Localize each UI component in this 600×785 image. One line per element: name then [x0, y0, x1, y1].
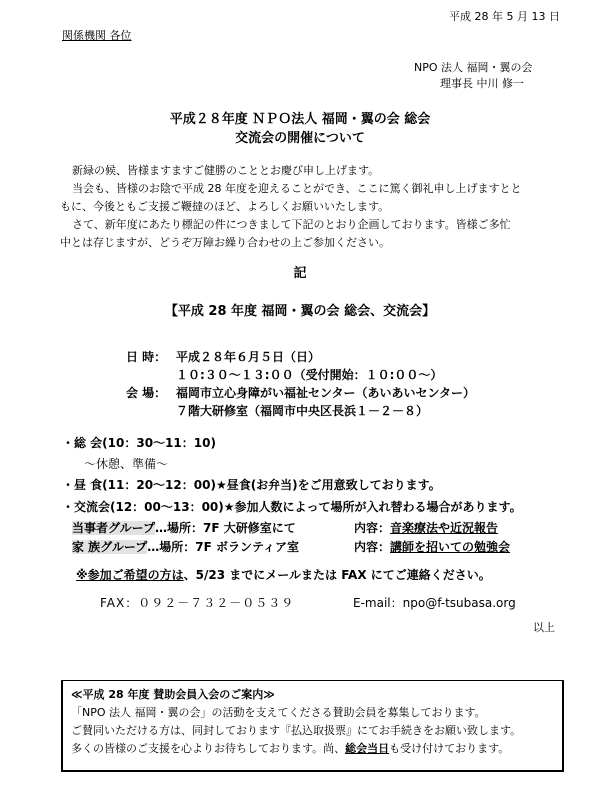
participation-notice — [76, 566, 491, 583]
fax-number: FAX：０９２－７３２－０５３９ — [100, 596, 295, 610]
support-box-line: 「NPO 法人 福岡・翼の会」の活動を支えてくださる賛助会員を募集しております。 — [71, 706, 486, 719]
support-member-box — [61, 680, 564, 772]
group-place: …場所：7F ボランティア室 — [147, 540, 299, 554]
greeting-line: 当会も、皆様のお陰で平成 28 年度を迎えることができ、ここに篤く御礼申し上げますとと — [72, 182, 522, 195]
venue-label: 会 場： — [126, 386, 167, 400]
support-box-line — [71, 740, 509, 756]
event-date: 平成２８年６月５日（日） — [176, 350, 321, 364]
ki-heading: 記 — [293, 266, 307, 281]
organization-name: NPO 法人 福岡・翼の会 — [414, 61, 533, 74]
group-content: 音楽療法や近況報告 — [390, 521, 499, 535]
program-break: ～休憩、準備～ — [84, 457, 169, 471]
support-box-line: ご賛同いただける方は、同封しております『払込取扱票』にてお手続きをお願い致します。 — [71, 724, 522, 737]
notice-underlined: ※参加ご希望の方は — [76, 568, 184, 582]
document-title: 平成２８年度 ＮＰＯ法人 福岡・翼の会 総会 — [169, 112, 431, 127]
program-exchange: ・交流会(12：00～13：00)★参加人数によって場所が入れ替わる場合があります。 — [62, 500, 522, 514]
event-title: 【平成 28 年度 福岡・翼の会 総会、交流会】 — [164, 304, 436, 319]
program-lunch: ・昼 食(11：20～12：00)★昼食(お弁当)をご用意致しております。 — [62, 478, 441, 492]
datetime-label: 日 時： — [126, 350, 167, 364]
event-time: １０:３０～１３:００（受付開始：１０:００～） — [176, 368, 443, 382]
group-content-patients — [354, 519, 498, 536]
content-label: 内容： — [354, 521, 391, 535]
greeting-line: 中とは存じますが、どうぞ万障お繰り合わせの上ご参加ください。 — [60, 236, 390, 249]
group-content: 講師を招いての勉強会 — [390, 540, 511, 554]
recipient: 関係機関 各位 — [62, 29, 132, 42]
support-line3-pre: 多くの皆様のご支援を心よりお待ちしております。尚、 — [71, 742, 346, 755]
closing-mark: 以上 — [533, 621, 555, 634]
group-name: 家 族グループ — [72, 540, 148, 554]
group-name: 当事者グループ — [72, 521, 156, 535]
email-address: E-mail：npo@f-tsubasa.org — [353, 596, 516, 610]
group-place: …場所：7F 大研修室にて — [155, 521, 296, 535]
event-venue: 福岡市立心身障がい福祉センター（あいあいセンター） — [176, 386, 476, 400]
greeting-line: 新緑の候、皆様ますますご健勝のこととお慶び申し上げます。 — [72, 164, 380, 177]
group-row-family — [72, 538, 299, 555]
document-subtitle: 交流会の開催について — [235, 131, 365, 146]
support-line3-underlined: 総会当日 — [345, 742, 390, 755]
support-box-title: ≪平成 28 年度 賛助会員入会のご案内≫ — [71, 688, 275, 701]
greeting-line: さて、新年度にあたり標記の件につきまして下記のとおり企画しております。皆様ご多忙 — [72, 218, 511, 231]
greeting-line: もに、今後ともご支援ご鞭撻のほど、よろしくお願いいたします。 — [60, 200, 390, 213]
support-line3-post: も受け付けております。 — [389, 742, 510, 755]
program-general-meeting: ・総 会(10：30～11：10) — [62, 436, 216, 450]
group-content-family — [354, 538, 510, 555]
signer: 理事長 中川 修一 — [440, 77, 524, 90]
group-row-patients — [72, 519, 296, 536]
event-room: ７階大研修室（福岡市中央区長浜１－２－８） — [176, 404, 429, 418]
document-date: 平成 28 年 5 月 13 日 — [449, 10, 560, 23]
notice-text: 、5/23 までにメールまたは FAX にてご連絡ください。 — [183, 568, 491, 582]
content-label: 内容： — [354, 540, 391, 554]
